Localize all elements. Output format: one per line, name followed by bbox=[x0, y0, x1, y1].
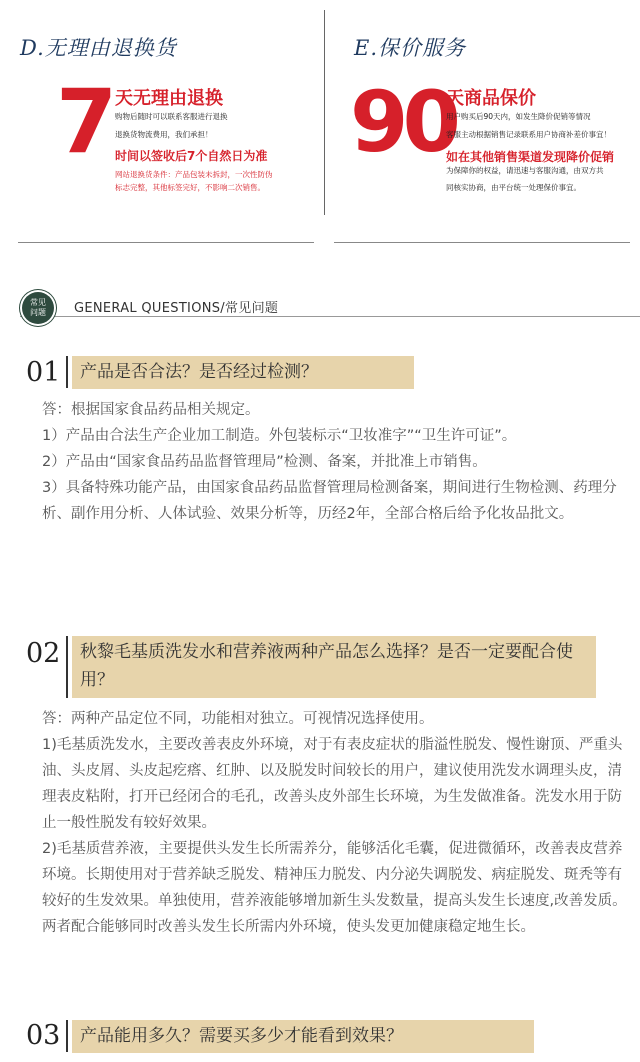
question-1-bar bbox=[66, 356, 68, 388]
divider-left bbox=[18, 242, 314, 243]
service-d-note-2: 标志完整，其他标签完好，不影响二次销售。 bbox=[115, 183, 265, 192]
service-e-note-1: 为保障你的权益，请迅速与客服沟通，由双方共 bbox=[446, 166, 604, 175]
question-2-box bbox=[72, 636, 596, 698]
question-3-number: 03 bbox=[26, 1020, 61, 1051]
question-2-number: 02 bbox=[26, 638, 61, 669]
service-e-title: E.保价服务 bbox=[354, 36, 467, 60]
service-e-highlight: 如在其他销售渠道发现降价促销 bbox=[446, 150, 615, 164]
answer-1-line: 答：根据国家食品药品相关规定。 bbox=[42, 402, 260, 418]
service-d-big-number: 7 bbox=[56, 70, 118, 173]
answer-2-line: 1)毛基质洗发水，主要改善表皮外环境，对于有表皮症状的脂溢性脱发、慢性谢顶、严重头油、头皮屑、头皮起疙瘩、红肿、以及脱发时间较长的用户，建议使用洗发水调理头皮，清理表皮粘附，打开已经闭合的毛孔，改善头皮外部生长环境，为生发做准备。洗发水用于防止一般性脱发有较好效果。 bbox=[42, 737, 623, 831]
question-2-text: 秋黎毛基质洗发水和营养液两种产品怎么选择？是否一定要配合使用？ bbox=[80, 642, 573, 690]
general-questions-title: GENERAL QUESTIONS/常见问题 bbox=[74, 301, 279, 316]
service-d-title: D.无理由退换货 bbox=[20, 36, 177, 60]
divider-right bbox=[334, 242, 630, 243]
service-d-line-1: 购物后随时可以联系客服进行退换 bbox=[115, 112, 228, 121]
answer-1-line: 3）具备特殊功能产品，由国家食品药品监督管理局检测备案，期间进行生物检测、药理分析、副作用分析、人体试验、效果分析等，历经2年，全部合格后给予化妆品批文。 bbox=[42, 480, 617, 522]
answer-1-line: 2）产品由“国家食品药品监督管理局”检测、备案，并批准上市销售。 bbox=[42, 454, 487, 470]
faq-badge-icon: 常见问题 bbox=[22, 292, 54, 324]
question-3-box bbox=[72, 1020, 534, 1053]
question-1-box bbox=[72, 356, 414, 389]
question-3-text: 产品能用多久？需要买多少才能看到效果？ bbox=[80, 1026, 403, 1046]
service-e-heading: 天商品保价 bbox=[446, 88, 536, 109]
service-d-note-1: 网站退换货条件：产品包装未拆封，一次性防伪 bbox=[115, 170, 273, 179]
answer-1 bbox=[42, 397, 632, 527]
answer-2-line: 2)毛基质营养液，主要提供头发生长所需养分，能够活化毛囊，促进微循环，改善表皮营养环境。长期使用对于营养缺乏脱发、精神压力脱发、内分泌失调脱发、病症脱发、斑秃等有较好的生发效果。单独使用，营养液能够增加新生头发数量，提高头发生长速度,改善发质。两者配合能够同时改善头发生长所需内外环境，使头发更加健康稳定地生长。 bbox=[42, 841, 627, 935]
service-d-heading: 天无理由退换 bbox=[115, 88, 223, 109]
general-questions-rule bbox=[20, 316, 640, 317]
answer-1-line: 1）产品由合法生产企业加工制造。外包装标示“卫妆准字”“卫生许可证”。 bbox=[42, 428, 517, 444]
question-1-number: 01 bbox=[26, 357, 61, 388]
service-e-line-2: 客服主动根据销售记录联系用户协商补差价事宜！ bbox=[446, 130, 611, 139]
question-1-text: 产品是否合法？是否经过检测？ bbox=[80, 362, 318, 382]
service-d-line-2: 退换货物流费用，我们承担！ bbox=[115, 130, 213, 139]
answer-2-line: 答：两种产品定位不同，功能相对独立。可视情况选择使用。 bbox=[42, 711, 434, 727]
service-d-highlight: 时间以签收后7个自然日为准 bbox=[115, 149, 268, 163]
column-divider bbox=[324, 10, 325, 215]
question-3-bar bbox=[66, 1020, 68, 1052]
question-2-bar bbox=[66, 636, 68, 698]
service-e-big-number: 90 bbox=[350, 73, 455, 171]
answer-2 bbox=[42, 706, 632, 940]
service-e-note-2: 同核实协商，由平台统一处理保价事宜。 bbox=[446, 183, 581, 192]
service-e-line-1: 用户购买后90天内，如发生降价促销等情况 bbox=[446, 112, 591, 121]
